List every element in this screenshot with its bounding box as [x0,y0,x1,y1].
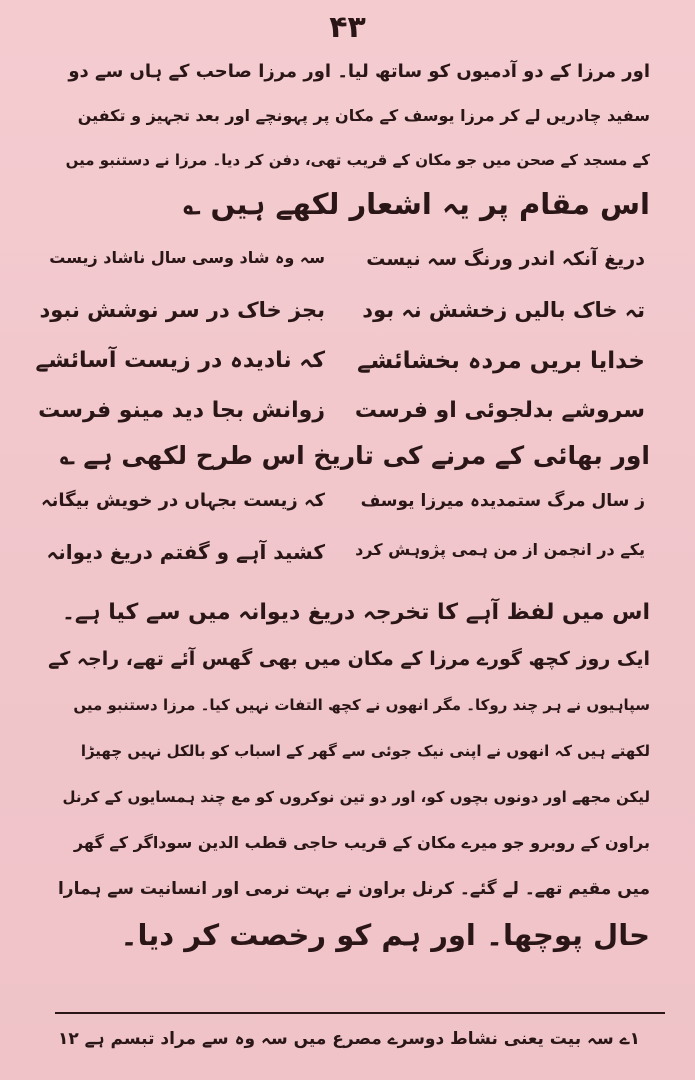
verse-left: بجز خاک در سر نوشش نبود [39,298,325,322]
verse-left: زوانش بجا دید مینو فرست [38,398,325,423]
verse-right: ز سال مرگ ستمدیدہ میرزا یوسف [360,491,645,511]
verse-right: دریغ آنکہ اندر ورنگ سہ نیست [366,248,645,270]
verse-right: تہ خاک بالیں زخشش نہ بود [362,298,645,322]
text-line: ایک روز کچھ گورے مرزا کے مکان میں بھی گھس آئے تھے، راجہ کے [48,648,650,670]
text-line: سپاہیوں نے ہر چند روکا۔ مگر انھوں نے کچھ التفات نہیں کیا۔ مرزا دستنبو میں [73,696,650,714]
text-line: اور بھائی کے مرنے کی تاریخ اس طرح لکھی ہے ؎ [59,441,650,470]
verse-left: سہ وہ شاد وسی سال ناشاد زیست [49,248,325,267]
text-line: کے مسجد کے صحن میں جو مکان کے قریب تھی، دفن کر دیا۔ مرزا نے دستنبو میں [65,151,650,169]
verse-left: کشید آہے و گفتم دریغ دیوانہ [46,540,325,564]
text-line: لیکن مجھے اور دونوں بچوں کو، اور دو تین نوکروں کو مع چند ہمسایوں کے کرنل [62,788,650,806]
poem-2-intro [60,434,650,478]
text-line: سفید چادریں لے کر مرزا یوسف کے مکان پر پہونچے اور بعد تجہیز و تکفین [77,106,650,125]
text-line: اس میں لفظ آہے کا تخرجہ دریغ دیوانہ میں سے کیا ہے۔ [61,600,650,625]
verse-right: خدایا بریں مردہ بخشائشے [357,348,645,374]
text-line: براون کے روبرو جو میرے مکان کے قریب حاجی قطب الدین سوداگر کے گھر [73,833,650,852]
text-line: حال پوچھا۔ اور ہم کو رخصت کر دیا۔ [120,918,650,952]
paragraph-1 [66,50,650,226]
verse-right: یکے در انجمن از من ہمی پژوہش کرد [355,540,645,559]
text-line: اور مرزا کے دو آدمیوں کو ساتھ لیا۔ اور مرزا صاحب کے ہاں سے دو [68,61,650,82]
verse-left: کہ زیست بجہاں در خویش بیگانہ [41,490,325,511]
text-line: میں مقیم تھے۔ لے گئے۔ کرنل براون نے بہت نرمی اور انسانیت سے ہمارا [57,879,650,899]
text-line: لکھتے ہیں کہ انھوں نے اپنی نیک جوئی سے گھر کے اسباب کو بالکل نہیں چھیڑا [80,742,650,760]
page-number: ۴۳ [329,10,366,45]
verse-right: سروشے بدلجوئی او فرست [354,398,645,423]
verse-left: کہ نادیدہ در زیست آسائشے [35,348,325,373]
footnote: ۱ے سہ بیت یعنی نشاط دوسرے مصرع میں سہ وہ سے مراد تبسم ہے ۱۲ [58,1029,640,1049]
footnote-divider [55,1012,665,1014]
paragraph-2 [48,590,650,958]
text-line: اس مقام پر یہ اشعار لکھے ہیں ؎ [183,187,650,221]
